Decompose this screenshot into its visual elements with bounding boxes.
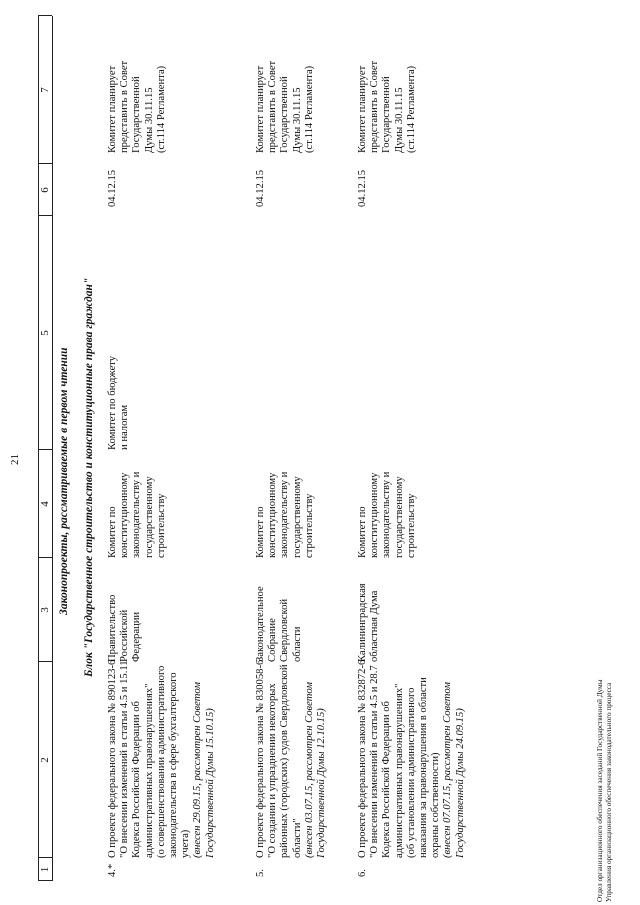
desc-line: наказания за правонарушения в области bbox=[418, 677, 430, 858]
desc-line: учета) bbox=[180, 829, 192, 858]
co-executor-committee bbox=[107, 356, 131, 450]
consideration-date: 04.12.15 bbox=[357, 169, 368, 207]
responsible-committee bbox=[107, 472, 168, 558]
consideration-date: 04.12.15 bbox=[107, 169, 118, 207]
desc-line: Кодекса Российской Федерации об bbox=[131, 701, 143, 858]
plan-line: (ст.114 Регламента) bbox=[155, 65, 167, 153]
plan-line: Думы 30.11.15 bbox=[291, 87, 303, 153]
co-committee-line: Комитет по бюджету bbox=[107, 355, 118, 450]
bill-author bbox=[357, 583, 381, 662]
committee-line: законодательству и bbox=[381, 471, 393, 558]
committee-plan bbox=[255, 61, 316, 153]
plan-line: представить в Совет bbox=[267, 60, 279, 153]
committee-plan bbox=[357, 61, 418, 153]
committee-line: государственному bbox=[393, 476, 405, 558]
row-number: 6. bbox=[357, 869, 368, 877]
bill-description bbox=[357, 660, 467, 858]
plan-line: (ст.114 Регламента) bbox=[303, 65, 315, 153]
committee-plan bbox=[107, 61, 168, 153]
desc-line: (об установлении административного bbox=[405, 687, 417, 858]
committee-line: конституционному bbox=[369, 472, 381, 558]
committee-line: государственному bbox=[143, 476, 155, 558]
column-number: 2 bbox=[39, 757, 51, 763]
plan-line: Комитет планирует bbox=[357, 65, 368, 153]
desc-line: "О внесении изменений в статьи 4.5 и 28.7 bbox=[369, 665, 381, 858]
desc-line: О проекте федерального закона № 830058-6 bbox=[255, 659, 266, 858]
author-line: Собрание bbox=[267, 618, 279, 662]
author-line: областная Дума bbox=[369, 590, 381, 662]
plan-line: Думы 30.11.15 bbox=[393, 87, 405, 153]
responsible-committee bbox=[357, 472, 418, 558]
author-line: области bbox=[291, 626, 303, 662]
submission-note: Государственной Думы 24.09.15) bbox=[454, 708, 466, 858]
section-title: Законопроекты, рассматриваемые в первом чтении bbox=[58, 347, 70, 615]
author-line: Российской bbox=[119, 609, 131, 662]
submission-note: (внесен 29.09.15, рассмотрен Советом bbox=[192, 682, 204, 858]
column-number: 1 bbox=[39, 866, 51, 873]
plan-line: Государственной bbox=[279, 76, 291, 153]
plan-line: Комитет планирует bbox=[255, 65, 266, 153]
bill-author bbox=[255, 586, 304, 662]
committee-line: строительству bbox=[155, 493, 167, 558]
plan-line: представить в Совет bbox=[119, 60, 131, 153]
column-number: 5 bbox=[39, 330, 51, 336]
row-number: 5. bbox=[255, 869, 266, 877]
footer bbox=[596, 679, 613, 902]
submission-note: (внесен 03.07.15, рассмотрен Советом bbox=[303, 682, 315, 858]
desc-line: О проекте федерального закона № 890123-6 bbox=[107, 659, 118, 858]
submission-note: Государственной Думы 15.10.15) bbox=[204, 708, 216, 858]
committee-line: государственному bbox=[291, 476, 303, 558]
desc-line: административных правонарушениях" bbox=[143, 683, 155, 858]
co-committee-line: и налогам bbox=[119, 404, 131, 450]
desc-line: охраны собственности) bbox=[430, 752, 442, 858]
author-line: Правительство bbox=[107, 594, 118, 662]
column-number: 7 bbox=[39, 87, 51, 93]
plan-line: Комитет планирует bbox=[107, 65, 118, 153]
column-number: 3 bbox=[39, 607, 51, 613]
desc-line: "О внесении изменений в статьи 4.5 и 15.11 bbox=[119, 660, 131, 858]
author-line: Федерации bbox=[131, 611, 143, 662]
desc-line: административных правонарушениях" bbox=[393, 683, 405, 858]
footer-line: Отдел организационного обеспечения заседаний Государственной Думы bbox=[596, 679, 604, 902]
bill-description bbox=[107, 660, 217, 858]
desc-line: О проекте федерального закона № 832872-6 bbox=[357, 659, 368, 858]
committee-line: Комитет по bbox=[357, 506, 368, 558]
author-line: Законодательное bbox=[255, 586, 266, 662]
desc-line: области" bbox=[291, 818, 303, 858]
committee-line: конституционному bbox=[267, 472, 279, 558]
committee-line: законодательству и bbox=[279, 471, 291, 558]
desc-line: "О создании и упразднении некоторых bbox=[267, 683, 279, 858]
committee-line: строительству bbox=[405, 493, 417, 558]
block-title: Блок "Государственное строительство и конституционные права граждан" bbox=[83, 277, 95, 677]
column-number: 6 bbox=[39, 187, 51, 193]
submission-note: (внесен 07.07.15, рассмотрен Советом bbox=[442, 682, 454, 858]
responsible-committee bbox=[255, 472, 316, 558]
bill-description bbox=[255, 660, 328, 858]
consideration-date: 04.12.15 bbox=[255, 169, 266, 207]
committee-line: Комитет по bbox=[107, 506, 118, 558]
header-bottom-line bbox=[52, 16, 53, 881]
desc-line: (о совершенствовании административного bbox=[155, 665, 167, 858]
row-number: 4.* bbox=[107, 863, 118, 877]
desc-line: Кодекса Российской Федерации об bbox=[381, 701, 393, 858]
submission-note: Государственной Думы 12.10.15) bbox=[316, 708, 328, 858]
committee-line: строительству bbox=[303, 493, 315, 558]
author-line: Свердловской bbox=[279, 598, 291, 662]
column-number: 4 bbox=[39, 501, 51, 507]
desc-line: законодательства в сфере бухгалтерского bbox=[168, 672, 180, 858]
bill-author bbox=[107, 595, 144, 662]
plan-line: Государственной bbox=[131, 76, 143, 153]
author-line: Калининградская bbox=[357, 583, 368, 662]
plan-line: представить в Совет bbox=[369, 60, 381, 153]
committee-line: конституционному bbox=[119, 472, 131, 558]
footer-line: Управления организационного обеспечения законодательного процесса bbox=[604, 682, 613, 902]
page-number: 21 bbox=[9, 454, 21, 465]
committee-line: законодательству и bbox=[131, 471, 143, 558]
plan-line: Думы 30.11.15 bbox=[143, 87, 155, 153]
committee-line: Комитет по bbox=[255, 506, 266, 558]
plan-line: (ст.114 Регламента) bbox=[405, 65, 417, 153]
plan-line: Государственной bbox=[381, 76, 393, 153]
desc-line: районных (городских) судов Свердловской bbox=[279, 664, 291, 858]
